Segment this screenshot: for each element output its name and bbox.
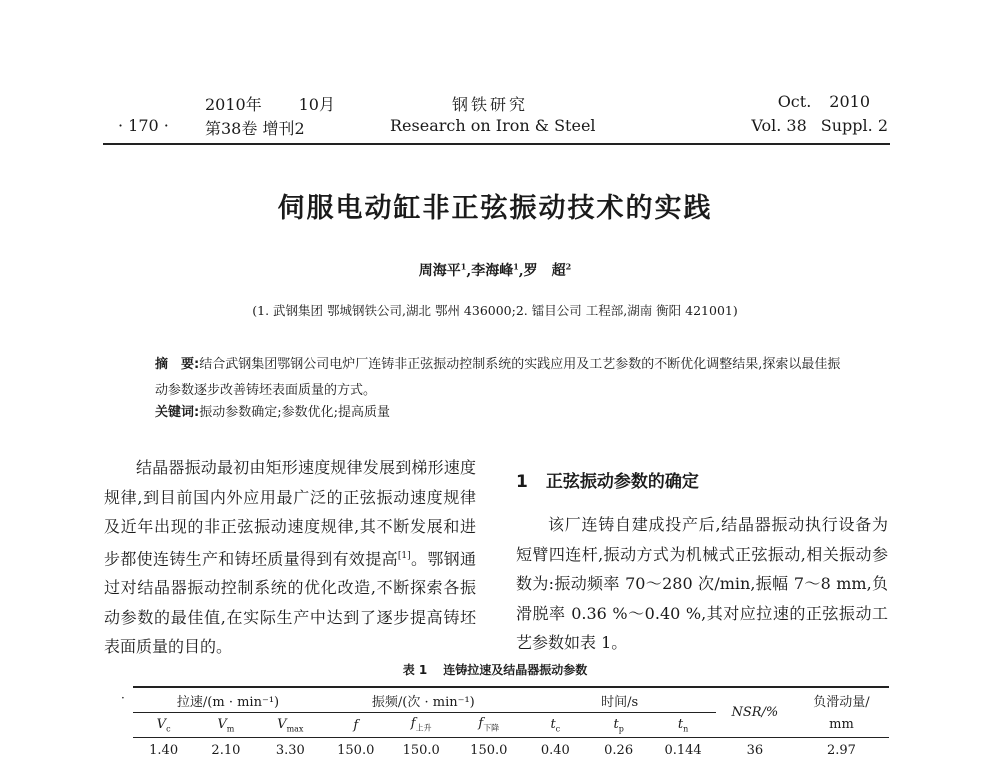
section-title: 正弦振动参数的确定 — [546, 472, 699, 492]
header-page-number: · 170 · — [118, 116, 169, 135]
col-vmax: $V_{max}$ — [258, 713, 323, 738]
cell-tc: 0.40 — [524, 738, 587, 762]
col-tp: $t_p$ — [587, 713, 650, 738]
stray-mark: · — [121, 691, 125, 705]
cell-f-down: 150.0 — [454, 738, 524, 762]
section-heading — [516, 467, 699, 492]
cell-neg-strip: 2.97 — [794, 738, 889, 762]
group-time: 时间/s — [524, 687, 716, 713]
keywords-text: 振动参数确定;参数优化;提高质量 — [199, 405, 390, 420]
col-vc: $V_c$ — [133, 713, 194, 738]
cell-f-up: 150.0 — [388, 738, 453, 762]
abstract-label: 摘 要: — [155, 357, 199, 372]
header-date — [205, 92, 335, 115]
cell-f: 150.0 — [323, 738, 388, 762]
cell-vmax: 3.30 — [258, 738, 323, 762]
table-row — [133, 738, 889, 762]
header-date-en — [720, 92, 870, 111]
cell-vm: 2.10 — [194, 738, 257, 762]
intro-paragraph: 结晶器振动最初由矩形速度规律发展到梯形速度规律,到目前国内外应用最广泛的正弦振动速度规律及近年出现的非正弦振动速度规律,其不断发展和进步都使连铸生产和铸坯质量得到有效提高[1]。鄂钢通过对结晶器振动控制系统的优化改造,不断探索各振动参数的最佳值,在实际生产中达到了逐步提高铸坯表面质量的目的。 — [104, 453, 476, 662]
col-f-up: $f_{上升}$ — [388, 713, 453, 738]
abstract-text: 结合武钢集团鄂钢公司电炉厂连铸非正弦振动控制系统的实践应用及工艺参数的不断优化调整结果,探索以最佳振动参数逐步改善铸坯表面质量的方式。 — [155, 357, 840, 398]
keywords-label: 关键词: — [155, 405, 199, 420]
keywords — [155, 402, 845, 424]
author-2: 李海峰$^1$ — [471, 263, 519, 279]
col-f-down: $f_{下降}$ — [454, 713, 524, 738]
author-list: 周海平$^1$,李海峰$^1$,罗 超$^2$ — [100, 260, 890, 280]
affiliation: (1. 武钢集团 鄂城钢铁公司,湖北 鄂州 436000;2. 镭目公司 工程部,湖南 衡阳 421001) — [100, 301, 890, 319]
col-neg-strip-b: mm — [794, 713, 889, 738]
cell-tn: 0.144 — [650, 738, 715, 762]
header-journal-en: Research on Iron & Steel — [390, 116, 590, 135]
cell-vc: 1.40 — [133, 738, 194, 762]
cell-tp: 0.26 — [587, 738, 650, 762]
group-speed: 拉速/(m · min⁻¹) — [133, 687, 323, 713]
col-tc: $t_c$ — [524, 713, 587, 738]
header-rule — [103, 143, 890, 145]
header-year: 2010年 — [205, 92, 262, 115]
col-vm: $V_m$ — [194, 713, 257, 738]
header-vol-en: Vol. 38 — [751, 116, 806, 135]
section-number: 1 — [516, 472, 528, 492]
col-tn: $t_n$ — [650, 713, 715, 738]
header-volume-en — [720, 116, 888, 135]
author-1: 周海平$^1$ — [419, 263, 467, 279]
header-month-en: Oct. — [778, 92, 812, 111]
cell-nsr: 36 — [716, 738, 794, 762]
table-number: 表 1 — [403, 663, 428, 677]
section-paragraph: 该厂连铸自建成投产后,结晶器振动执行设备为短臂四连杆,振动方式为机械式正弦振动,相关振动参数为:振动频率 70～280 次/min,振幅 7～8 mm,负滑脱率 0.36 %～0.40 %,其对应拉速的正弦振动工艺参数如表 1。 — [516, 510, 888, 658]
group-frequency: 振频/(次 · min⁻¹) — [323, 687, 524, 713]
abstract — [155, 352, 845, 404]
col-nsr: NSR/% — [716, 687, 794, 738]
col-f: f — [323, 713, 388, 738]
header-year-en: 2010 — [829, 92, 870, 111]
header-volume-cn: 第38卷 增刊2 — [205, 116, 305, 139]
citation-1[interactable]: [1] — [398, 551, 411, 561]
table-caption-text: 连铸拉速及结晶器振动参数 — [443, 663, 587, 677]
col-neg-strip-a: 负滑动量/ — [794, 687, 889, 713]
author-3: 罗 超$^2$ — [524, 263, 572, 279]
table-caption — [100, 661, 890, 678]
header-journal-cn: 钢铁研究 — [390, 92, 590, 115]
article-title: 伺服电动缸非正弦振动技术的实践 — [100, 186, 890, 225]
parameter-table — [133, 686, 889, 762]
header-month: 10月 — [299, 92, 335, 115]
header-suppl-en: Suppl. 2 — [821, 116, 888, 135]
